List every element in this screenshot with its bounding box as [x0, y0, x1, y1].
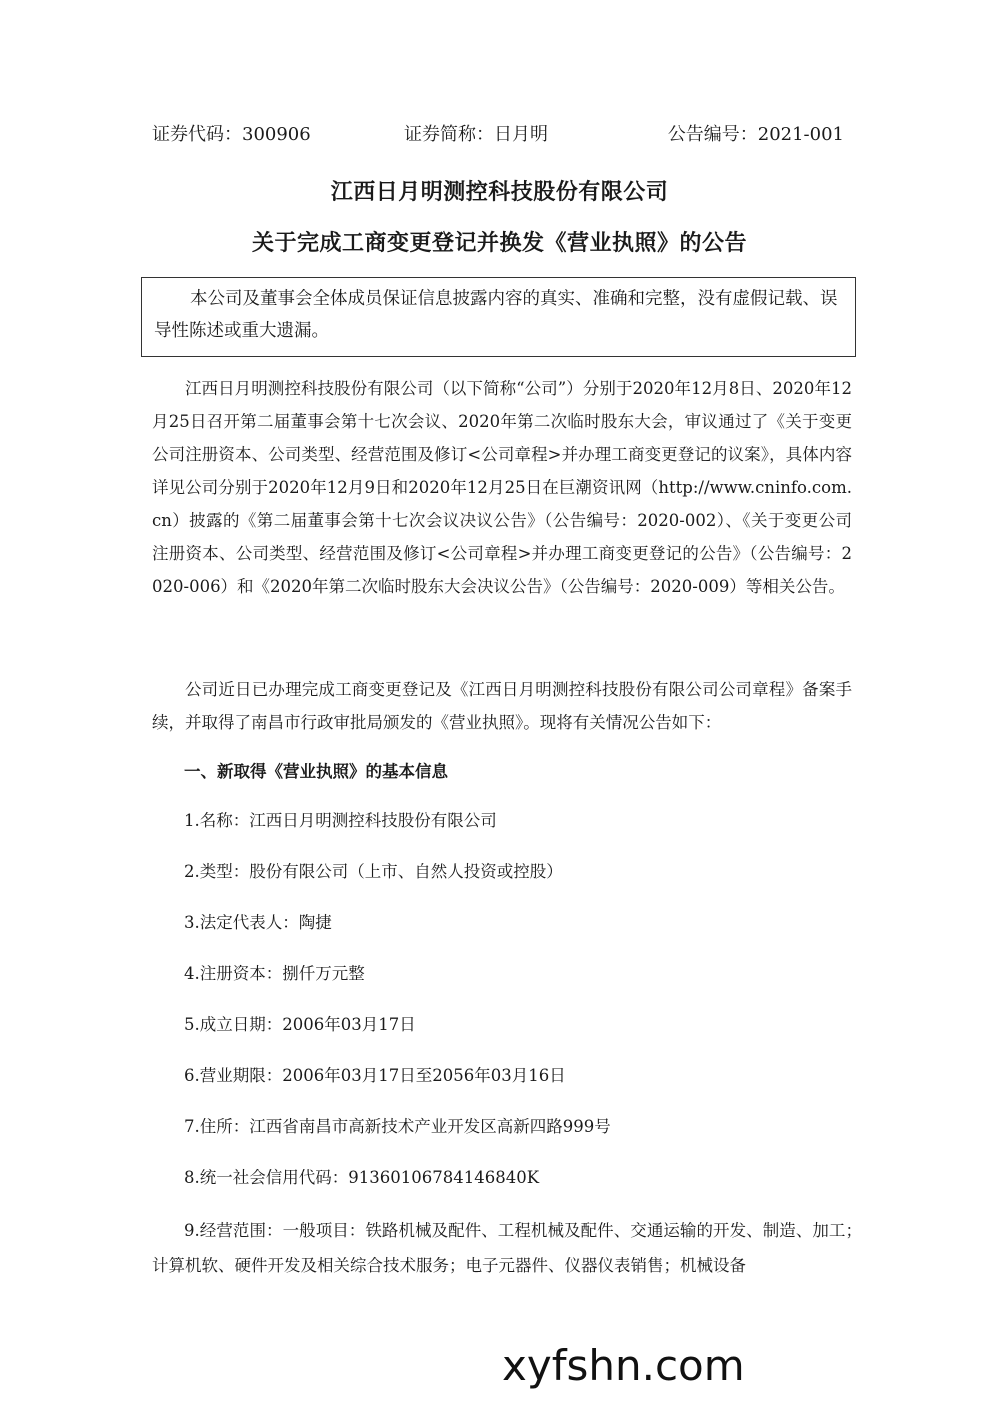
- body-paragraph-1: 江西日月明测控科技股份有限公司（以下简称“公司”）分别于2020年12月8日、2020年12月25日召开第二届董事会第十七次会议、2020年第二次临时股东大会，审议通过了《关于变更公司注册资本、公司类型、经营范围及修订<公司章程>并办理工商变更登记的议案》，具体内容详见公司分别于2020年12月9日和2020年12月25日在巨潮资讯网（http://www.cninfo.com.cn）披露的《第二届董事会第十七次会议决议公告》（公告编号：2020-002）、《关于变更公司注册资本、公司类型、经营范围及修订<公司章程>并办理工商变更登记的公告》（公告编号：2020-006）和《2020年第二次临时股东大会决议公告》（公告编号：2020-009）等相关公告。: [152, 379, 852, 596]
- info-item-credit-code: 8.统一社会信用代码：91360106784146840K: [184, 1168, 540, 1187]
- section-heading: 一、新取得《营业执照》的基本信息: [184, 762, 448, 781]
- info-item-registered-capital: 4.注册资本：捌仟万元整: [184, 964, 365, 983]
- info-item-business-scope: 9.经营范围：一般项目：铁路机械及配件、工程机械及配件、交通运输的开发、制造、加工；计算机软、硬件开发及相关综合技术服务；电子元器件、仪器仪表销售；机械设备: [152, 1221, 862, 1275]
- info-item-business-term: 6.营业期限：2006年03月17日至2056年03月16日: [184, 1066, 566, 1085]
- watermark-text: xyfshn.com: [502, 1341, 745, 1390]
- announcement-title: 关于完成工商变更登记并换发《营业执照》的公告: [251, 231, 747, 256]
- info-item-type: 2.类型：股份有限公司（上市、自然人投资或控股）: [184, 862, 563, 881]
- security-abbreviation: 证券简称：日月明: [404, 124, 548, 145]
- info-item-name: 1.名称：江西日月明测控科技股份有限公司: [184, 811, 497, 830]
- body-paragraph-2: 公司近日已办理完成工商变更登记及《江西日月明测控科技股份有限公司公司章程》备案手续，并取得了南昌市行政审批局颁发的《营业执照》。现将有关情况公告如下：: [152, 680, 852, 732]
- announcement-meta-row: [152, 122, 852, 148]
- info-item-establishment-date: 5.成立日期：2006年03月17日: [184, 1015, 416, 1034]
- security-code: 证券代码：300906: [152, 124, 311, 145]
- info-item-legal-representative: 3.法定代表人：陶捷: [184, 913, 332, 932]
- disclosure-statement-box: 本公司及董事会全体成员保证信息披露内容的真实、准确和完整，没有虚假记载、误导性陈述或重大遗漏。: [141, 277, 856, 357]
- company-title: 江西日月明测控科技股份有限公司: [330, 180, 669, 205]
- announcement-number: 公告编号：2021-001: [667, 124, 844, 145]
- info-item-address: 7.住所：江西省南昌市高新技术产业开发区高新四路999号: [184, 1117, 611, 1136]
